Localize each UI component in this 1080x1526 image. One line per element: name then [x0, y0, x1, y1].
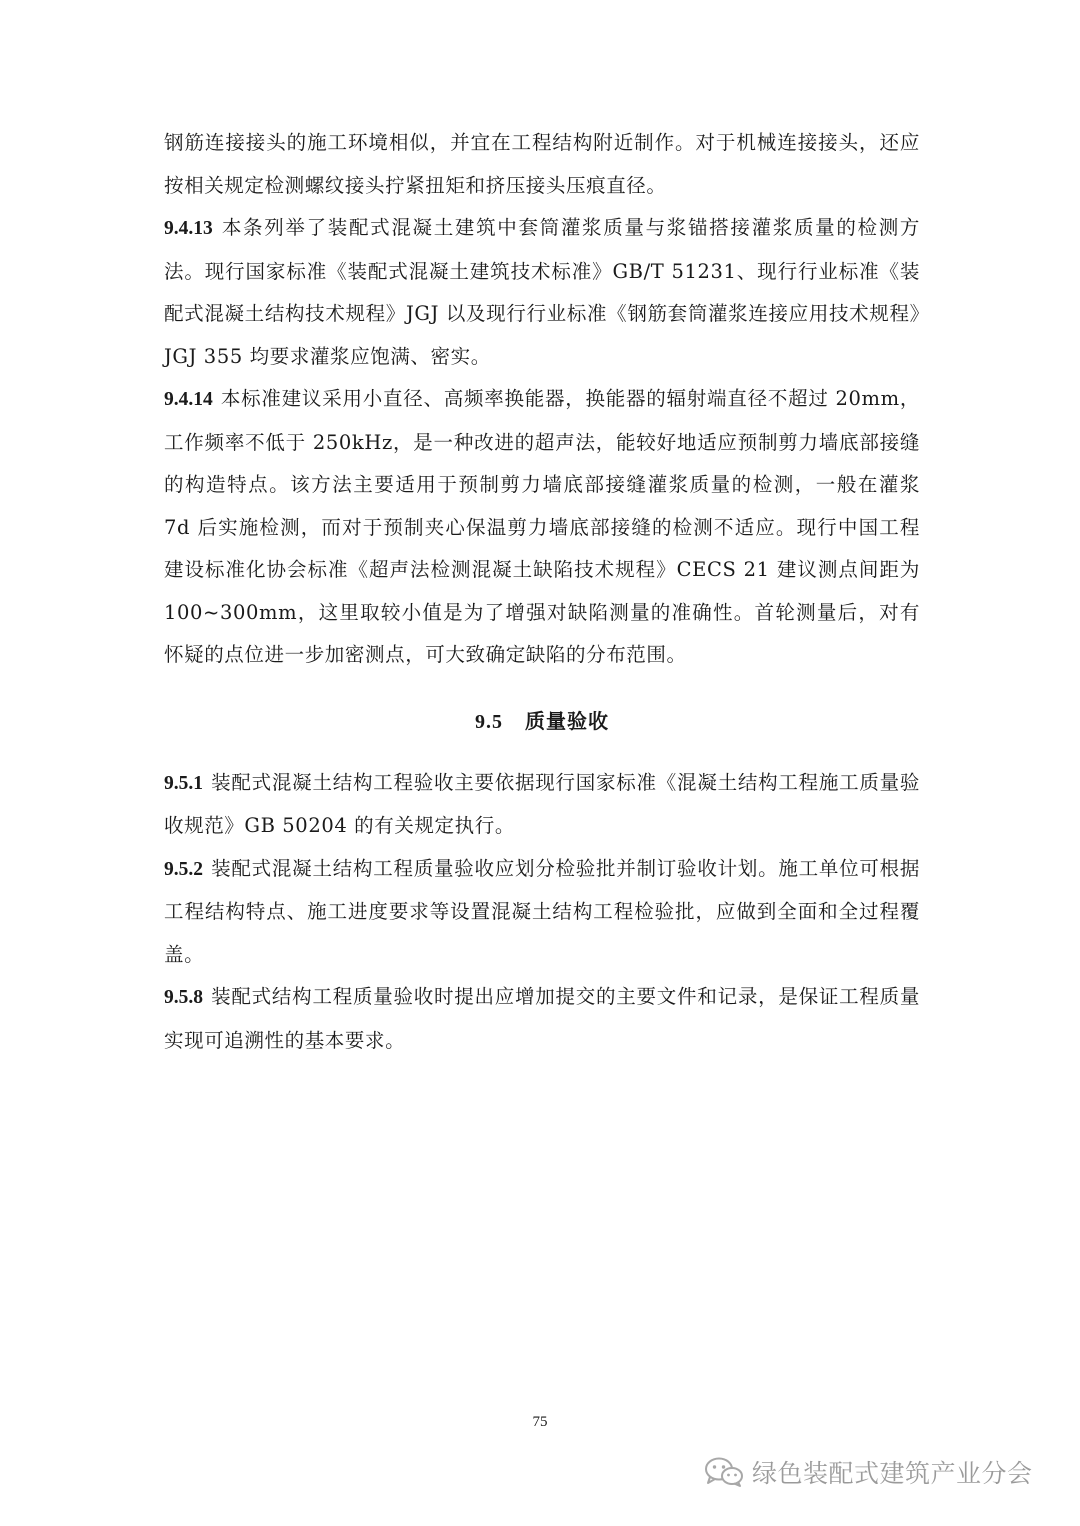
- paragraph-9-5-1: [164, 762, 920, 848]
- watermark-text: 绿色装配式建筑产业分会: [752, 1459, 1033, 1488]
- paragraph-text: 钢筋连接接头的施工环境相似，并宜在工程结构附近制作。对于机械连接接头，还应按相关规定检测螺纹接头拧紧扭矩和挤压接头压痕直径。: [164, 131, 920, 197]
- clause-number: 9.5.1: [164, 772, 203, 794]
- section-heading: [164, 705, 920, 734]
- paragraph-text: 本条列举了装配式混凝土建筑中套筒灌浆质量与浆锚搭接灌浆质量的检测方法。现行国家标准《装配式混凝土建筑技术标准》GB/T 51231、现行行业标准《装配式混凝土结构技术规程》JGJ 以及现行行业标准《钢筋套筒灌浆连接应用技术规程》JGJ 355 均要求灌浆应饱满、密实。: [164, 216, 920, 368]
- wechat-icon: [704, 1456, 744, 1488]
- paragraph-9-4-14: [164, 378, 920, 677]
- page-number: 75: [532, 1414, 548, 1430]
- clause-number: 9.4.14: [164, 389, 213, 410]
- paragraph-text: 装配式混凝土结构工程验收主要依据现行国家标准《混凝土结构工程施工质量验收规范》GB 50204 的有关规定执行。: [164, 770, 920, 837]
- paragraph-text: 装配式混凝土结构工程质量验收应划分检验批并制订验收计划。施工单位可根据工程结构特点、施工进度要求等设置混凝土结构工程检验批，应做到全面和全过程覆盖。: [164, 856, 920, 966]
- paragraph-text: 本标准建议采用小直径、高频率换能器，换能器的辐射端直径不超过 20mm，工作频率不低于 250kHz，是一种改进的超声法，能较好地适应预制剪力墙底部接缝的构造特点。该方法主要适用于预制剪力墙底部接缝灌浆质量的检测，一般在灌浆 7d 后实施检测，而对于预制夹心保温剪力墙底部接缝的检测不适应。现行中国工程建设标准化协会标准《超声法检测混凝土缺陷技术规程》CECS 21 建议测点间距为 100~300mm，这里取较小值是为了增强对缺陷测量的准确性。首轮测量后，对有怀疑的点位进一步加密测点，可大致确定缺陷的分布范围。: [164, 387, 920, 666]
- clause-number: 9.5.2: [164, 858, 203, 880]
- paragraph-9-5-8: [164, 976, 920, 1062]
- section-number: 9.5: [475, 710, 503, 733]
- paragraph-continuation: [164, 122, 920, 207]
- paragraph-text: 装配式结构工程质量验收时提出应增加提交的主要文件和记录，是保证工程质量实现可追溯性的基本要求。: [164, 985, 920, 1052]
- clause-number: 9.4.13: [164, 218, 213, 239]
- paragraph-9-4-13: [164, 207, 920, 378]
- watermark: [704, 1454, 1033, 1490]
- document-body: [164, 122, 920, 1062]
- clause-number: 9.5.8: [164, 987, 203, 1008]
- paragraph-9-5-2: [164, 848, 920, 977]
- section-title: 质量验收: [525, 708, 609, 733]
